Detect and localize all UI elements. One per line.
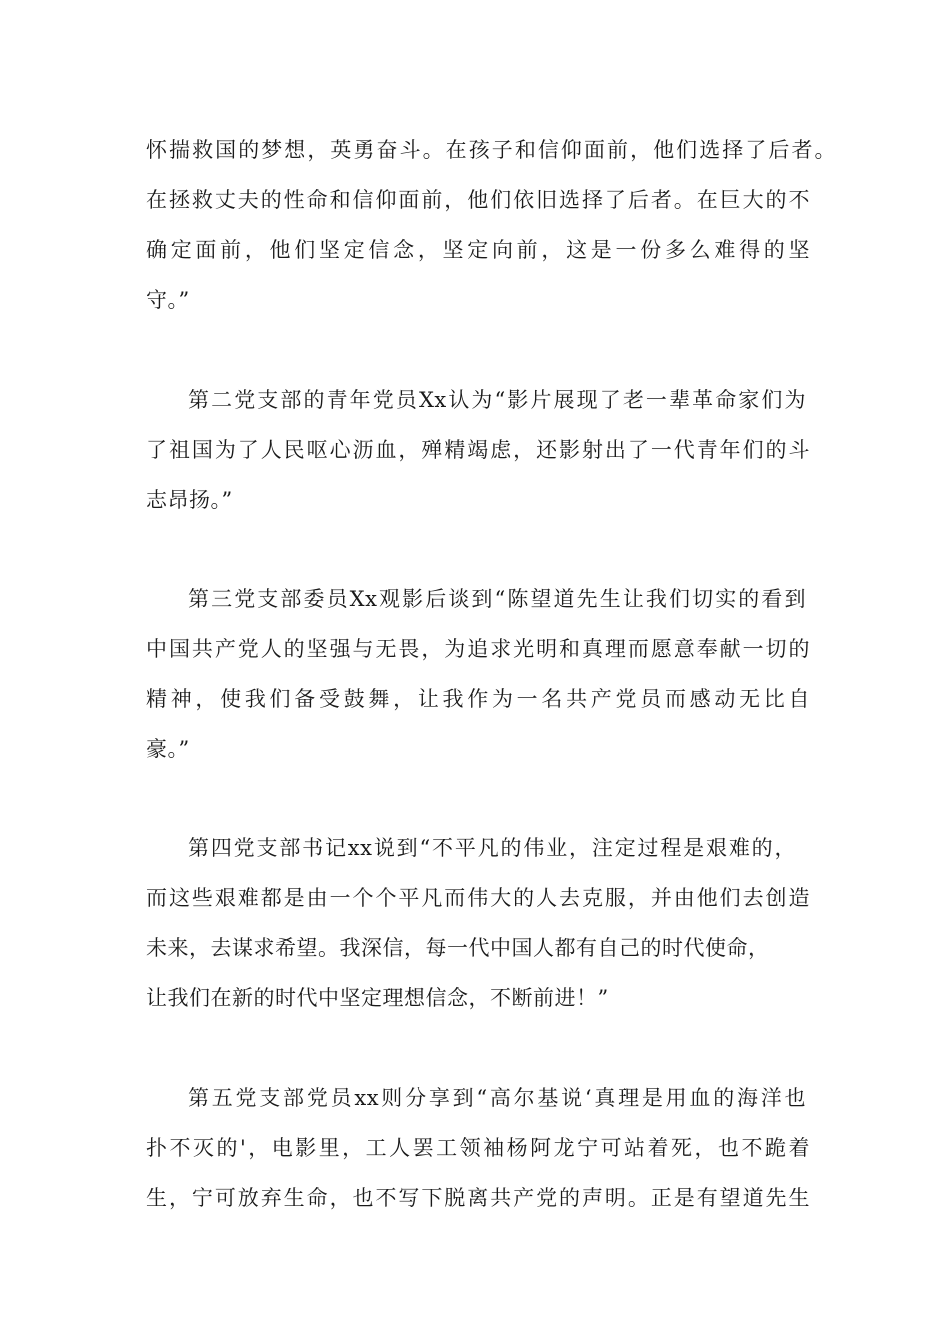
paragraph-line: 豪。” [146, 737, 190, 761]
paragraph-line: 第四党支部书记xx说到“不平凡的伟业，注定过程是艰难的， [188, 836, 796, 860]
paragraph-4 [146, 823, 810, 1023]
paragraph-5 [146, 1073, 810, 1223]
paragraph-line: 精神，使我们备受鼓舞，让我作为一名共产党员而感动无比自 [146, 687, 810, 711]
paragraph-line: 让我们在新的时代中坚定理想信念，不断前进！” [146, 986, 609, 1010]
paragraph-line: 第三党支部委员Xx观影后谈到“陈望道先生让我们切实的看到 [188, 587, 806, 611]
paragraph-line: 第五党支部党员xx则分享到“高尔基说‘真理是用血的海洋也 [188, 1086, 806, 1110]
paragraph-3 [146, 574, 810, 774]
paragraph-line: 中国共产党人的坚强与无畏，为追求光明和真理而愿意奉献一切的 [146, 637, 810, 661]
paragraph-2 [146, 375, 810, 525]
paragraph-line: 守。” [146, 288, 190, 312]
paragraph-line: 扑不灭的'，电影里，工人罢工领袖杨阿龙宁可站着死，也不跪着 [146, 1136, 810, 1160]
paragraph-line: 生，宁可放弃生命，也不写下脱离共产党的声明。正是有望道先生 [146, 1186, 810, 1210]
paragraph-line: 了祖国为了人民呕心沥血，殚精竭虑，还影射出了一代青年们的斗 [146, 438, 810, 462]
paragraph-line: 在拯救丈夫的性命和信仰面前，他们依旧选择了后者。在巨大的不 [146, 188, 810, 212]
paragraph-1 [146, 125, 836, 325]
paragraph-line: 第二党支部的青年党员Xx认为“影片展现了老一辈革命家们为 [188, 388, 806, 412]
paragraph-line: 而这些艰难都是由一个个平凡而伟大的人去克服，并由他们去创造 [146, 886, 810, 910]
paragraph-line: 未来，去谋求希望。我深信，每一代中国人都有自己的时代使命， [146, 936, 770, 960]
paragraph-line: 志昂扬。” [146, 488, 233, 512]
paragraph-line: 怀揣救国的梦想，英勇奋斗。在孩子和信仰面前，他们选择了后者。 [146, 138, 836, 162]
paragraph-line: 确定面前，他们坚定信念，坚定向前，这是一份多么难得的坚 [146, 238, 810, 262]
